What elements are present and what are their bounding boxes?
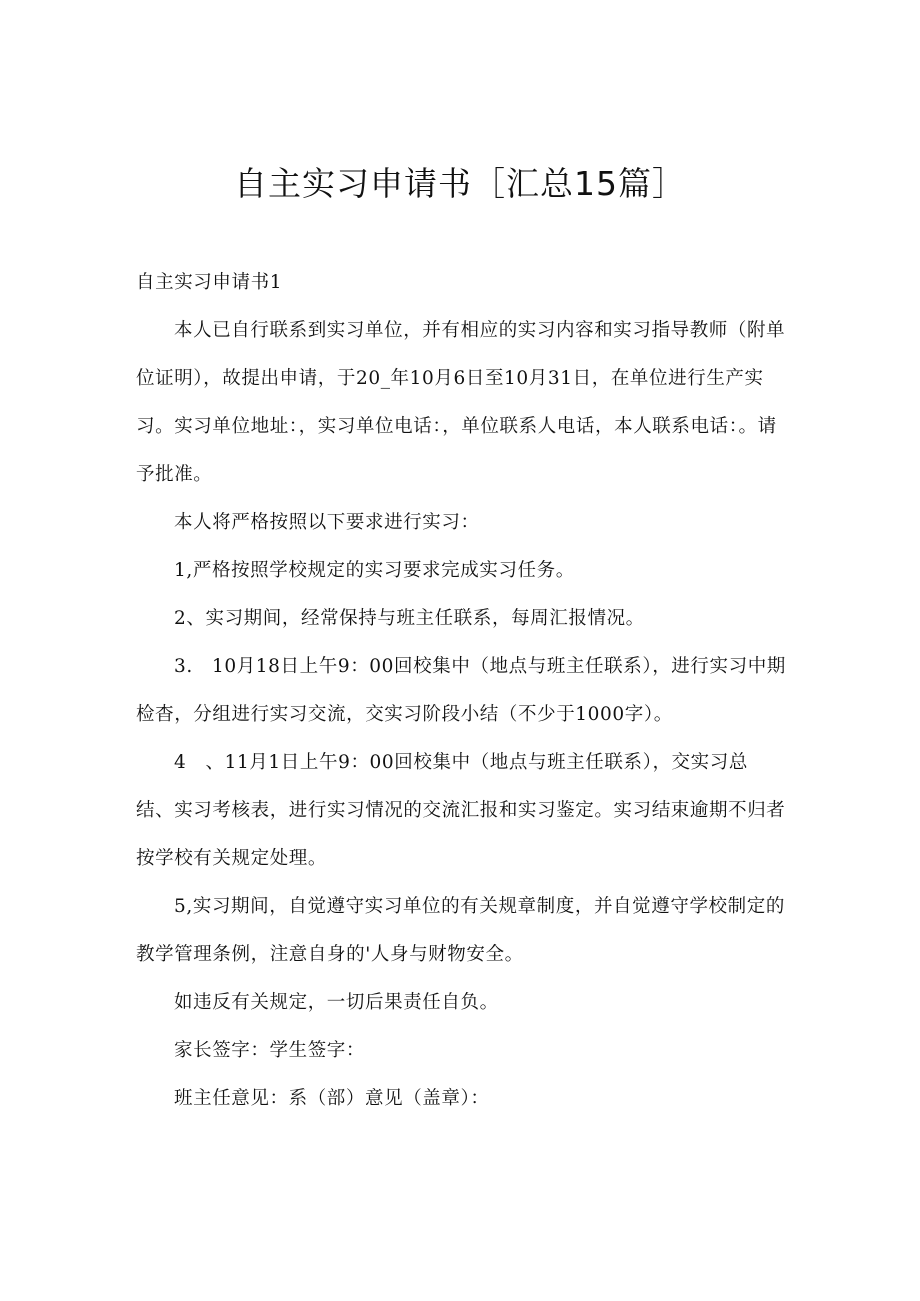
section-heading: 自主实习申请书1 xyxy=(136,272,283,293)
paragraph-application: 本人已自行联系到实习单位，并有相应的实习内容和实习指导教师（附单位证明），故提出申请，于20_年10月6日至10月31日，在单位进行生产实习。实习单位地址：，实习单位电话：，单位联系人电话，本人联系电话：。请予批准。 xyxy=(136,320,786,485)
paragraph-item-4: 4 、11月1日上午9：00回校集中（地点与班主任联系），交实习总结、实习考核表，进行实习情况的交流汇报和实习鉴定。实习结束逾期不归者按学校有关规定处理。 xyxy=(136,752,786,869)
document-title: 自主实习申请书［汇总15篇］ xyxy=(234,164,686,203)
signature-line-parent-student: 家长签字：学生签字： xyxy=(174,1040,366,1061)
paragraph-item-5: 5,实习期间，自觉遵守实习单位的有关规章制度，并自觉遵守学校制定的教学管理条例，注意自身的'人身与财物安全。 xyxy=(136,896,785,965)
document-body xyxy=(136,259,786,1123)
paragraph-item-2: 2、实习期间，经常保持与班主任联系，每周汇报情况。 xyxy=(174,608,645,629)
paragraph-requirements-intro: 本人将严格按照以下要求进行实习： xyxy=(174,512,480,533)
signature-line-teacher-department: 班主任意见：系（部）意见（盖章）： xyxy=(174,1088,490,1109)
paragraph-item-3: 3. 10月18日上午9：00回校集中（地点与班主任联系），进行实习中期检杳，分组进行实习交流，交实习阶段小结（不少于1000字）。 xyxy=(136,656,786,725)
paragraph-liability: 如违反有关规定，一切后果责任自负。 xyxy=(174,992,499,1013)
paragraph-item-1: 1,严格按照学校规定的实习要求完成实习任务。 xyxy=(174,560,575,581)
